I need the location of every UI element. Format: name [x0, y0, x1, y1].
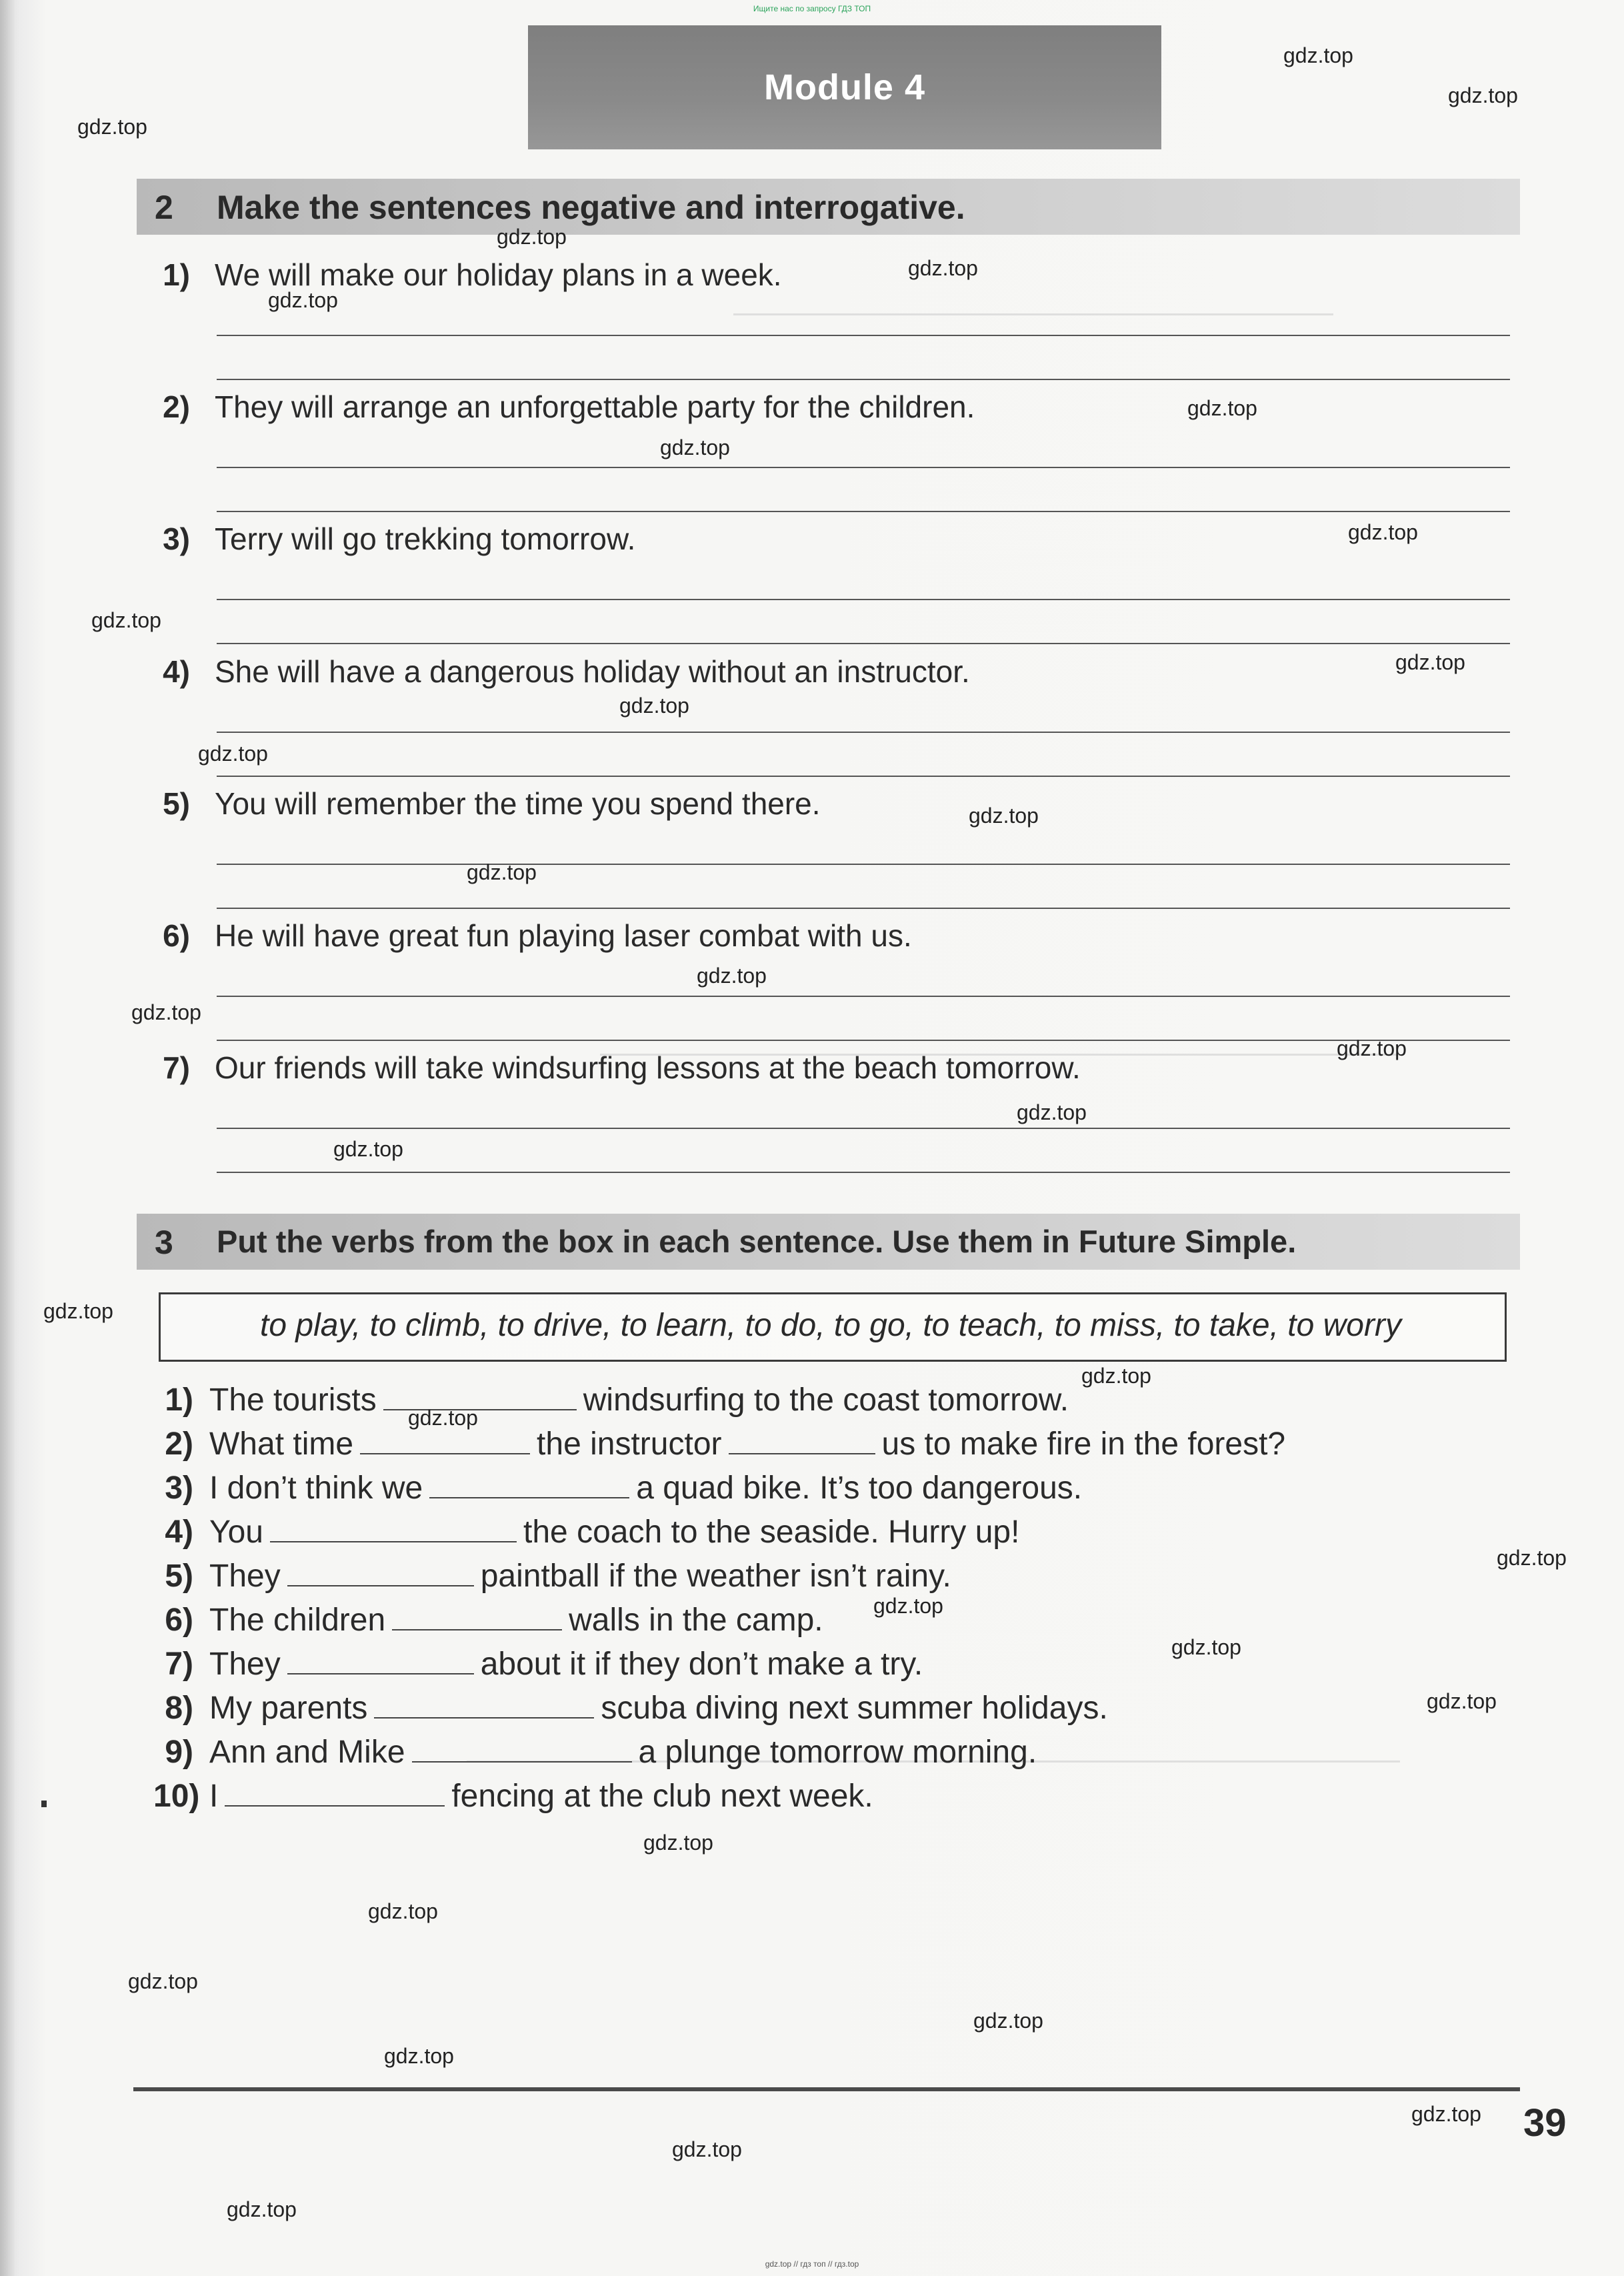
watermark: gdz.top: [1017, 1100, 1087, 1124]
module-title: Module 4: [763, 67, 925, 107]
watermark: gdz.top: [697, 964, 767, 988]
footer-rule: [133, 2087, 1520, 2091]
sentence-part: fencing at the club next week.: [451, 1779, 873, 1814]
exercise-3-number: 3: [155, 1224, 173, 1261]
sentence-part: us to make fire in the forest?: [881, 1426, 1286, 1462]
fill-blank[interactable]: [729, 1426, 875, 1454]
answer-line[interactable]: [217, 996, 1510, 997]
watermark: gdz.top: [198, 742, 268, 766]
watermark: gdz.top: [1283, 43, 1353, 67]
watermark: gdz.top: [128, 1969, 198, 1993]
watermark: gdz.top: [1171, 1635, 1241, 1659]
fill-blank[interactable]: [392, 1602, 562, 1630]
watermark: gdz.top: [908, 256, 978, 280]
exercise-2-item-number: 3): [163, 521, 190, 556]
exercise-3-item-number: 7): [165, 1646, 193, 1682]
watermark: gdz.top: [1448, 83, 1518, 107]
sentence-part: They: [209, 1646, 281, 1682]
exercise-2-item-number: 1): [163, 257, 190, 292]
fill-blank[interactable]: [360, 1426, 530, 1454]
page-binding-shadow: [0, 0, 15, 2276]
watermark: gdz.top: [384, 2044, 454, 2068]
answer-line[interactable]: [217, 511, 1510, 512]
watermark: gdz.top: [1337, 1036, 1407, 1060]
list-item: [153, 1382, 1069, 1419]
answer-line[interactable]: [217, 732, 1510, 733]
sentence-part: What time: [209, 1426, 354, 1462]
fill-blank[interactable]: [270, 1514, 517, 1542]
fill-blank[interactable]: [287, 1646, 474, 1674]
exercise-3-item-number: 5): [165, 1558, 193, 1594]
sentence-part: My parents: [209, 1690, 368, 1726]
watermark: gdz.top: [969, 804, 1039, 828]
list-item: [153, 1734, 1037, 1771]
answer-line[interactable]: [217, 908, 1510, 909]
sentence-part: a plunge tomorrow morning.: [638, 1735, 1037, 1770]
exercise-2-sentence: He will have great fun playing laser combat with us.: [215, 918, 912, 953]
watermark: gdz.top: [643, 1831, 713, 1855]
exercise-2-item-number: 4): [163, 654, 190, 689]
exercise-2-sentence: They will arrange an unforgettable party for the children.: [215, 389, 975, 424]
fill-blank[interactable]: [225, 1779, 445, 1807]
scan-mark: [41, 1801, 47, 1807]
sentence-part: the instructor: [537, 1426, 722, 1462]
list-item: [153, 1690, 1108, 1727]
watermark: gdz.top: [619, 694, 689, 718]
watermark: gdz.top: [497, 225, 567, 249]
watermark: gdz.top: [77, 115, 147, 139]
watermark: gdz.top: [973, 2009, 1043, 2033]
exercise-2-item-number: 5): [163, 786, 190, 821]
sentence-part: a quad bike. It’s too dangerous.: [636, 1470, 1083, 1506]
watermark: gdz.top: [131, 1000, 201, 1024]
answer-line[interactable]: [217, 776, 1510, 777]
answer-line[interactable]: [217, 864, 1510, 865]
list-item: [153, 1646, 923, 1683]
exercise-2-number: 2: [155, 189, 173, 226]
watermark: gdz.top: [333, 1137, 403, 1161]
watermark: gdz.top: [672, 2137, 742, 2161]
watermark: gdz.top: [660, 435, 730, 459]
watermark: gdz.top: [467, 860, 537, 884]
sentence-part: paintball if the weather isn’t rainy.: [480, 1558, 951, 1594]
sentence-part: They: [209, 1558, 281, 1594]
sentence-part: I don’t think we: [209, 1470, 423, 1506]
watermark: gdz.top: [91, 608, 161, 632]
exercise-3-item-number: 10): [153, 1779, 200, 1814]
sentence-part: the coach to the seaside. Hurry up!: [523, 1514, 1020, 1550]
watermark: gdz.top: [43, 1299, 113, 1323]
sentence-part: Ann and Mike: [209, 1735, 405, 1770]
top-note: Ищите нас по запросу ГДЗ ТОП: [753, 4, 871, 13]
list-item: [153, 1514, 1019, 1551]
exercise-2-sentence: She will have a dangerous holiday without an instructor.: [215, 654, 970, 689]
exercise-2-sentence: You will remember the time you spend there.: [215, 786, 821, 821]
exercise-2-item-number: 6): [163, 918, 190, 953]
watermark: gdz.top: [227, 2197, 297, 2221]
exercise-3-item-number: 2): [165, 1426, 193, 1462]
exercise-3-item-number: 6): [165, 1602, 193, 1638]
watermark: gdz.top: [1497, 1546, 1567, 1570]
watermark: gdz.top: [1187, 396, 1257, 420]
exercise-2-sentence: Terry will go trekking tomorrow.: [215, 521, 636, 556]
sentence-part: windsurfing to the coast tomorrow.: [583, 1382, 1069, 1418]
watermark: gdz.top: [873, 1594, 943, 1618]
fill-blank[interactable]: [412, 1735, 632, 1763]
watermark: gdz.top: [1395, 650, 1465, 674]
sentence-part: The children: [209, 1602, 386, 1638]
fill-blank[interactable]: [287, 1558, 474, 1586]
exercise-2-sentence: We will make our holiday plans in a week.: [215, 257, 782, 292]
sentence-part: I: [209, 1779, 219, 1814]
show-through-line: [733, 287, 1333, 315]
answer-line[interactable]: [217, 643, 1510, 644]
sentence-part: scuba diving next summer holidays.: [601, 1690, 1108, 1726]
answer-line[interactable]: [217, 467, 1510, 468]
watermark: gdz.top: [1081, 1364, 1151, 1388]
list-item: [153, 1426, 1285, 1463]
exercise-2-item-number: 2): [163, 389, 190, 424]
watermark: gdz.top: [268, 288, 338, 312]
exercise-3-item-number: 9): [165, 1735, 193, 1770]
sentence-part: about it if they don’t make a try.: [480, 1646, 923, 1682]
exercise-3-item-number: 4): [165, 1514, 193, 1550]
watermark: gdz.top: [368, 1899, 438, 1923]
exercise-3-item-number: 8): [165, 1690, 193, 1726]
exercise-2-item-number: 7): [163, 1050, 190, 1085]
answer-line[interactable]: [217, 599, 1510, 600]
answer-line[interactable]: [217, 335, 1510, 336]
watermark: gdz.top: [1427, 1689, 1497, 1713]
fill-blank[interactable]: [429, 1470, 629, 1498]
sentence-part: You: [209, 1514, 263, 1550]
fill-blank[interactable]: [374, 1690, 594, 1719]
answer-line[interactable]: [217, 379, 1510, 380]
answer-line[interactable]: [217, 1172, 1510, 1173]
page-number: 39: [1523, 2101, 1567, 2145]
bottom-note: gdz.top // гдз топ // гдз.top: [765, 2259, 859, 2269]
watermark: gdz.top: [408, 1406, 478, 1430]
answer-line[interactable]: [217, 1040, 1510, 1041]
word-box-text: to play, to climb, to drive, to learn, to do, to go, to teach, to miss, to take, to worry: [260, 1308, 1401, 1343]
watermark: gdz.top: [1348, 520, 1418, 544]
watermark: gdz.top: [1411, 2102, 1481, 2126]
exercise-2-title: Make the sentences negative and interrogative.: [217, 189, 965, 226]
list-item: [153, 1558, 951, 1595]
list-item: [153, 1778, 873, 1815]
answer-line[interactable]: [217, 1128, 1510, 1129]
list-item: [153, 1602, 823, 1639]
list-item: [153, 1470, 1082, 1507]
exercise-3-item-number: 1): [165, 1382, 193, 1418]
sentence-part: The tourists: [209, 1382, 377, 1418]
exercise-3-title: Put the verbs from the box in each sentence. Use them in Future Simple.: [217, 1224, 1297, 1259]
sentence-part: walls in the camp.: [569, 1602, 823, 1638]
exercise-2-sentence: Our friends will take windsurfing lessons at the beach tomorrow.: [215, 1050, 1081, 1085]
exercise-3-item-number: 3): [165, 1470, 193, 1506]
